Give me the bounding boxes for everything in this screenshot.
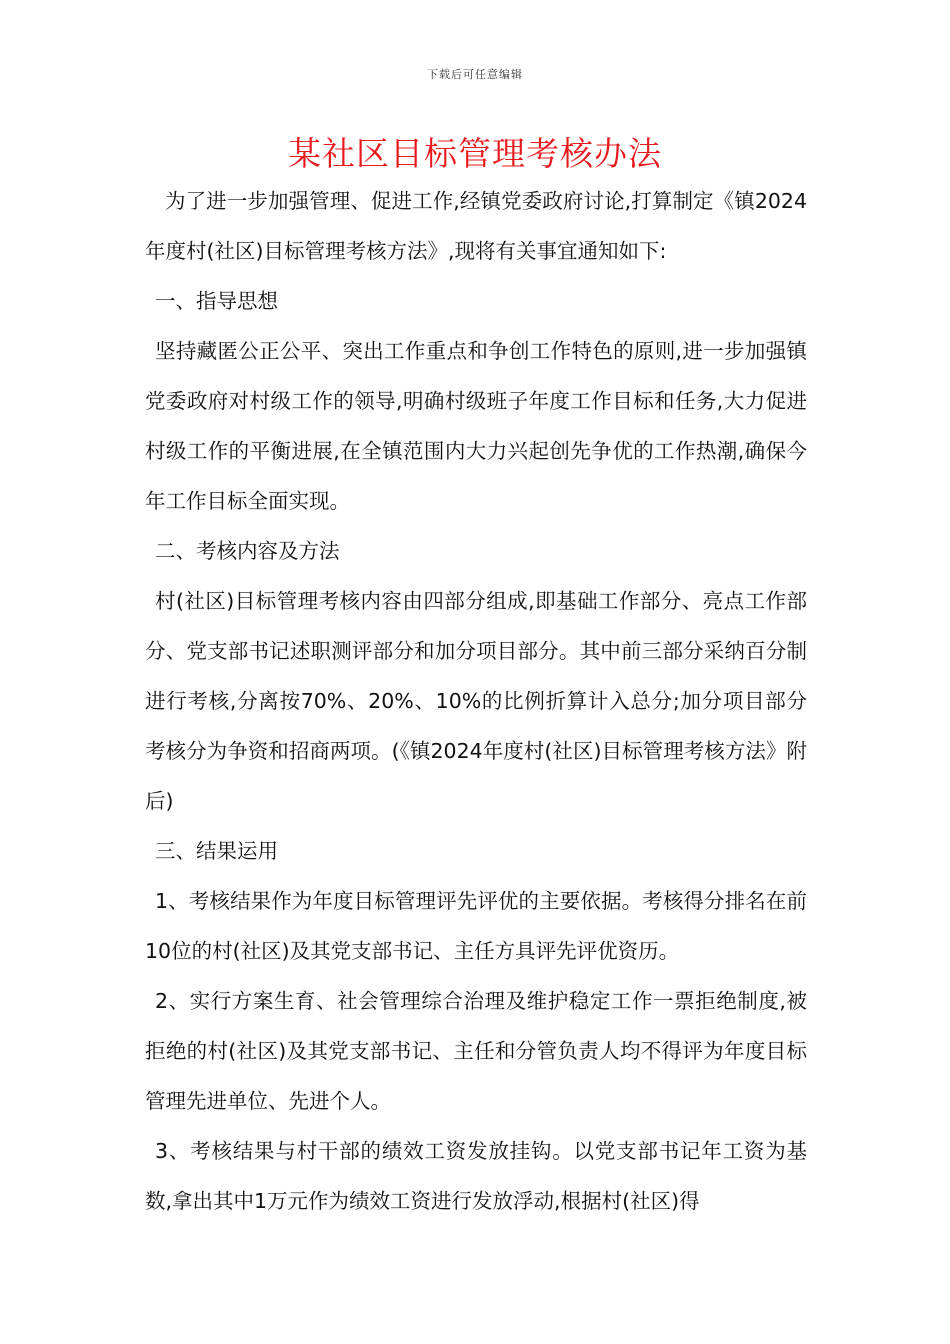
document-body	[145, 176, 807, 1226]
header-note: 下载后可任意编辑	[427, 68, 523, 81]
section-heading-1: 一、指导思想	[155, 289, 278, 313]
document-title: 某社区目标管理考核办法	[288, 134, 662, 173]
section-3-item-3: 3、考核结果与村干部的绩效工资发放挂钩。以党支部书记年工资为基数,拿出其中1万元作为绩效工资进行发放浮动,根据村(社区)得	[145, 1139, 807, 1213]
section-3-item-2: 2、实行方案生育、社会管理综合治理及维护稳定工作一票拒绝制度,被拒绝的村(社区)及其党支部书记、主任和分管负责人均不得评为年度目标管理先进单位、先进个人。	[145, 989, 807, 1113]
section-3-item-1: 1、考核结果作为年度目标管理评先评优的主要依据。考核得分排名在前10位的村(社区)及其党支部书记、主任方具评先评优资历。	[145, 889, 807, 963]
intro-paragraph: 为了进一步加强管理、促进工作,经镇党委政府讨论,打算制定《镇2024年度村(社区)目标管理考核方法》,现将有关事宜通知如下:	[145, 189, 807, 263]
section-2-paragraph: 村(社区)目标管理考核内容由四部分组成,即基础工作部分、亮点工作部分、党支部书记述职测评部分和加分项目部分。其中前三部分采纳百分制进行考核,分离按70%、20%、10%的比例折算计入总分;加分项目部分考核分为争资和招商两项。(《镇2024年度村(社区)目标管理考核方法》附后)	[145, 589, 807, 813]
section-heading-3: 三、结果运用	[155, 839, 278, 863]
section-heading-2: 二、考核内容及方法	[155, 539, 340, 563]
section-1-paragraph: 坚持藏匿公正公平、突出工作重点和争创工作特色的原则,进一步加强镇党委政府对村级工作的领导,明确村级班子年度工作目标和任务,大力促进村级工作的平衡进展,在全镇范围内大力兴起创先争优的工作热潮,确保今年工作目标全面实现。	[145, 339, 807, 513]
